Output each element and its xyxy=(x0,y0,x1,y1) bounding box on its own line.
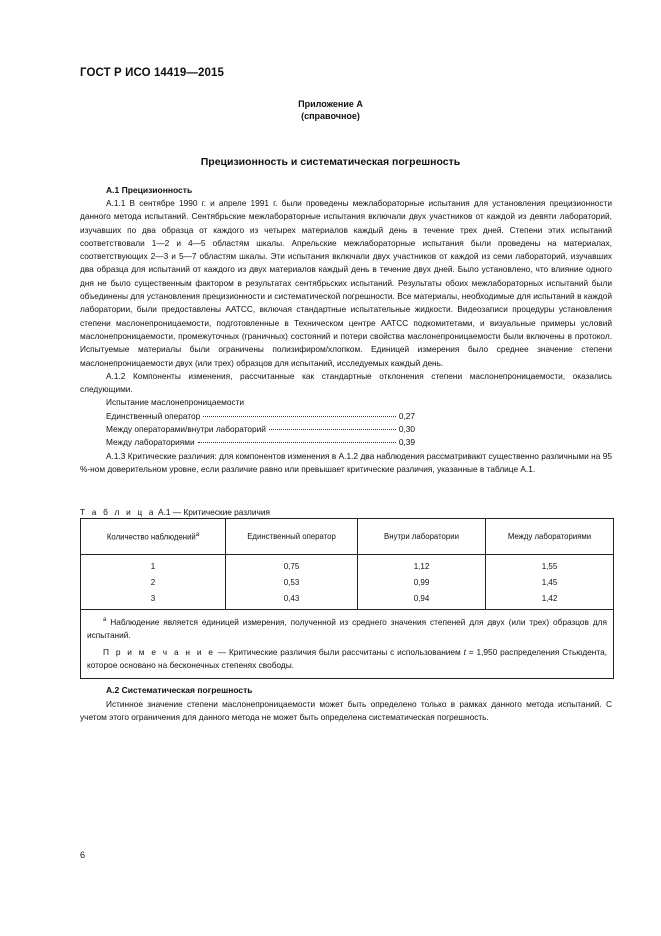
table-cell: 0,53 xyxy=(226,574,358,590)
section-a2-heading: А.2 Систематическая погрешность xyxy=(106,685,253,695)
table-footnote: $^а$ Наблюдение является единицей измерения, полученной из среднего значения степеней для двух (или трех) образцов для испытаний. xyxy=(87,616,607,640)
table-cell: 2 xyxy=(81,574,226,590)
variance-row xyxy=(106,423,415,436)
table-notes xyxy=(81,610,614,679)
table-caption: Т а б л и ц а А.1 — Критические различия xyxy=(80,507,270,517)
column-header: Внутри лаборатории xyxy=(358,519,486,555)
table-cell: 1 xyxy=(81,555,226,575)
section-a1-heading: А.1 Прецизионность xyxy=(106,185,193,195)
section-a1-body xyxy=(80,197,612,476)
table-note: П р и м е ч а н и е — Критические различия были рассчитаны с использованием t = 1,950 распределения Стьюдента, которое основано на бесконечных степенях свободы. xyxy=(87,646,607,670)
paragraph-a1-1: А.1.1 В сентябре 1990 г. и апреле 1991 г. были проведены межлабораторные испытания для установления прецизионности данного метода испытаний. Сентябрьские межлабораторные испытания включали двух участников от каждой из девяти лабораторий, изучавших по два образца от каждого из четырех материалов каждый день в течение трех дней. Степени этих испытаний соответствовали 1—2 и 4—5 областям шкалы. Апрельские межлабораторные испытания были проведены на материалах, соответствующих 2—3 и 5—7 областям шкалы. Эти испытания включали двух участников от каждой из семи лабораторий, изучавших два образца для испытаний от каждого из двух материалов каждый день в течение двух дней. Было установлено, что влияние одного дня не было существенным фактором в результатах сентябрьских испытаний. Результаты обоих межлабораторных испытаний были объединены для установления прецизионности и систематической погрешности. Все материалы, необходимые для испытаний в каждой лаборатории, были предоставлены ААТСС, включая стандартные испытательные жидкости. Видеозаписи процедуры установления степени маслонепроницаемости, подготовленные в Техническом центре ААТСС подкомитетами, и визуальные примеры условий маслонепроницаемости, промежуточных (граничных) состояний и потери свойства маслонепроницаемости были включены в протокол. Испытуемые материалы были ограничены полизифиром/хлопком. Единицей измерения было среднее значение степени маслонепроницаемости двух (или трех) образцов для испытаний, исследуемых каждый день. xyxy=(80,198,612,368)
annex-type: (справочное) xyxy=(301,111,360,121)
leader-dots xyxy=(269,429,396,430)
leader-dots xyxy=(198,442,396,443)
paragraph-a1-3: А.1.3 Критические различия: для компонентов изменения в А.1.2 два наблюдения рассматривают существенно различными на 95 %-ном доверительном уровне, если различие равно или превышает критические различия, указанные в таблице А.1. xyxy=(80,450,612,474)
variance-label: Между лабораториями xyxy=(106,437,195,448)
table-cell: 0,94 xyxy=(358,590,486,610)
page-number: 6 xyxy=(80,850,86,860)
variance-value: 0,30 xyxy=(398,424,415,435)
column-header: Количество наблюдений$^а$ xyxy=(81,519,226,555)
variance-row xyxy=(106,436,415,449)
table-cell: 0,75 xyxy=(226,555,358,575)
paragraph-a2-1: Истинное значение степени маслонепроницаемости может быть определено только в рамках данного метода испытаний. С учетом этого ограничения для данного метода не может быть определена систематическая погрешность. xyxy=(80,699,612,723)
table-cell: 1,42 xyxy=(486,590,614,610)
table-cell: 3 xyxy=(81,590,226,610)
table-cell: 1,55 xyxy=(486,555,614,575)
variance-label: Единственный оператор xyxy=(106,410,201,421)
table-notes-row xyxy=(81,610,614,679)
table-row xyxy=(81,555,614,575)
table-cell: 0,43 xyxy=(226,590,358,610)
paragraph-a1-2: А.1.2 Компоненты изменения, рассчитанные как стандартные отклонения степени маслонепроницаемости, оказались следующими. xyxy=(80,370,612,395)
table-row xyxy=(81,574,614,590)
column-header: Единственный оператор xyxy=(226,519,358,555)
variance-heading: Испытание маслонепроницаемости xyxy=(106,397,245,408)
leader-dots xyxy=(203,416,396,417)
column-header: Между лабораториями xyxy=(486,519,614,555)
section-a2-body xyxy=(80,698,612,725)
variance-value: 0,39 xyxy=(398,437,415,448)
table-cell: 1,12 xyxy=(358,555,486,575)
table-header-row xyxy=(81,519,614,555)
table-cell: 1,45 xyxy=(486,574,614,590)
annex-title: Приложение А xyxy=(298,99,363,109)
variance-row xyxy=(106,410,415,423)
table-cell: 0,99 xyxy=(358,574,486,590)
standard-header: ГОСТ Р ИСО 14419—2015 xyxy=(80,67,225,79)
critical-differences-table xyxy=(80,518,614,679)
variance-label: Между операторами/внутри лабораторий xyxy=(106,424,266,435)
table-row xyxy=(81,590,614,610)
variance-value: 0,27 xyxy=(398,410,415,421)
page-title: Прецизионность и систематическая погрешность xyxy=(200,156,461,168)
